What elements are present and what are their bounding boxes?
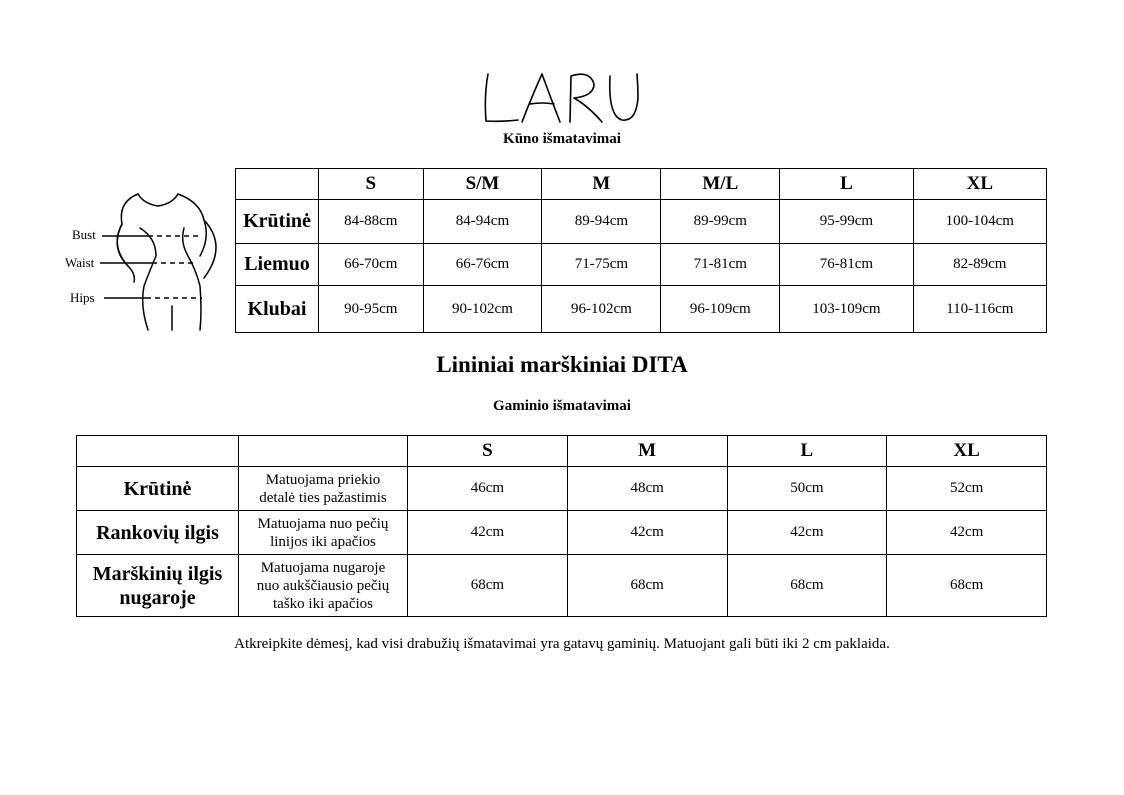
laru-logo bbox=[470, 66, 654, 128]
measurement-cell: 42cm bbox=[408, 511, 568, 555]
table-corner-cell bbox=[77, 436, 239, 467]
description-line: Matuojama nugaroje bbox=[260, 559, 386, 576]
size-header: XL bbox=[887, 436, 1047, 467]
measurement-cell: 76-81cm bbox=[780, 244, 913, 286]
body-measurements-title: Kūno išmatavimai bbox=[503, 131, 621, 147]
measurement-cell: 48cm bbox=[567, 467, 727, 511]
size-header: S/M bbox=[423, 169, 542, 200]
row-label bbox=[77, 555, 239, 617]
size-header: S bbox=[408, 436, 568, 467]
size-header: M bbox=[542, 169, 661, 200]
row-label-line: Marškinių ilgis bbox=[92, 562, 223, 585]
bust-label: Bust bbox=[72, 227, 96, 242]
size-header: L bbox=[727, 436, 887, 467]
measurement-description bbox=[239, 555, 408, 617]
measurement-cell: 52cm bbox=[887, 467, 1047, 511]
description-line: Matuojama nuo pečių bbox=[257, 515, 389, 532]
measurement-cell: 96-109cm bbox=[661, 286, 780, 333]
row-label: Liemuo bbox=[236, 244, 319, 286]
product-title: Lininiai marškiniai DITA bbox=[436, 352, 688, 377]
garment-measurements-table bbox=[76, 435, 1047, 617]
measurement-note: Atkreipkite dėmesį, kad visi drabužių išmatavimai yra gatavų gaminių. Matuojant gali būti iki 2 cm paklaida. bbox=[234, 636, 890, 652]
measurement-cell: 90-102cm bbox=[423, 286, 542, 333]
measurement-cell: 96-102cm bbox=[542, 286, 661, 333]
description-line: Matuojama priekio bbox=[265, 471, 381, 488]
size-header: S bbox=[319, 169, 424, 200]
row-label: Krūtinė bbox=[77, 467, 239, 511]
measurement-cell: 68cm bbox=[567, 555, 727, 617]
measurement-cell: 50cm bbox=[727, 467, 887, 511]
row-label-line: nugaroje bbox=[119, 586, 196, 609]
measurement-cell: 89-94cm bbox=[542, 200, 661, 244]
measurement-cell: 84-94cm bbox=[423, 200, 542, 244]
measurement-cell: 66-70cm bbox=[319, 244, 424, 286]
size-header: L bbox=[780, 169, 913, 200]
measurement-cell: 89-99cm bbox=[661, 200, 780, 244]
table-header-row bbox=[77, 436, 1047, 467]
row-label: Rankovių ilgis bbox=[77, 511, 239, 555]
row-label: Krūtinė bbox=[236, 200, 319, 244]
table-row bbox=[236, 286, 1047, 333]
measurement-cell: 68cm bbox=[408, 555, 568, 617]
measurement-cell: 46cm bbox=[408, 467, 568, 511]
garment-measurements-title: Gaminio išmatavimai bbox=[493, 398, 631, 414]
size-header: XL bbox=[913, 169, 1046, 200]
measurement-cell: 68cm bbox=[727, 555, 887, 617]
body-measurements-table bbox=[235, 168, 1047, 333]
table-header-row bbox=[236, 169, 1047, 200]
measurement-description bbox=[239, 467, 408, 511]
description-line: detalė ties pažastimis bbox=[259, 489, 387, 506]
table-row bbox=[236, 244, 1047, 286]
table-row bbox=[77, 511, 1047, 555]
table-row bbox=[77, 467, 1047, 511]
size-header: M/L bbox=[661, 169, 780, 200]
measurement-cell: 84-88cm bbox=[319, 200, 424, 244]
measurement-cell: 95-99cm bbox=[780, 200, 913, 244]
measurement-cell: 71-75cm bbox=[542, 244, 661, 286]
measurement-description bbox=[239, 511, 408, 555]
measurement-cell: 100-104cm bbox=[913, 200, 1046, 244]
table-corner-cell bbox=[239, 436, 408, 467]
measurement-cell: 66-76cm bbox=[423, 244, 542, 286]
measurement-cell: 68cm bbox=[887, 555, 1047, 617]
hips-label: Hips bbox=[70, 290, 95, 305]
measurement-cell: 110-116cm bbox=[913, 286, 1046, 333]
description-line: linijos iki apačios bbox=[270, 533, 376, 550]
measurement-cell: 71-81cm bbox=[661, 244, 780, 286]
description-line: taško iki apačios bbox=[273, 595, 373, 612]
measurement-cell: 103-109cm bbox=[780, 286, 913, 333]
measurement-cell: 42cm bbox=[567, 511, 727, 555]
measurement-cell: 42cm bbox=[727, 511, 887, 555]
size-header: M bbox=[567, 436, 727, 467]
table-corner-cell bbox=[236, 169, 319, 200]
row-label: Klubai bbox=[236, 286, 319, 333]
measurement-cell: 90-95cm bbox=[319, 286, 424, 333]
table-row bbox=[236, 200, 1047, 244]
measurement-cell: 42cm bbox=[887, 511, 1047, 555]
waist-label: Waist bbox=[65, 255, 95, 270]
description-line: nuo aukščiausio pečių bbox=[256, 577, 390, 594]
table-row bbox=[77, 555, 1047, 617]
measurement-cell: 82-89cm bbox=[913, 244, 1046, 286]
body-figure bbox=[60, 186, 240, 334]
